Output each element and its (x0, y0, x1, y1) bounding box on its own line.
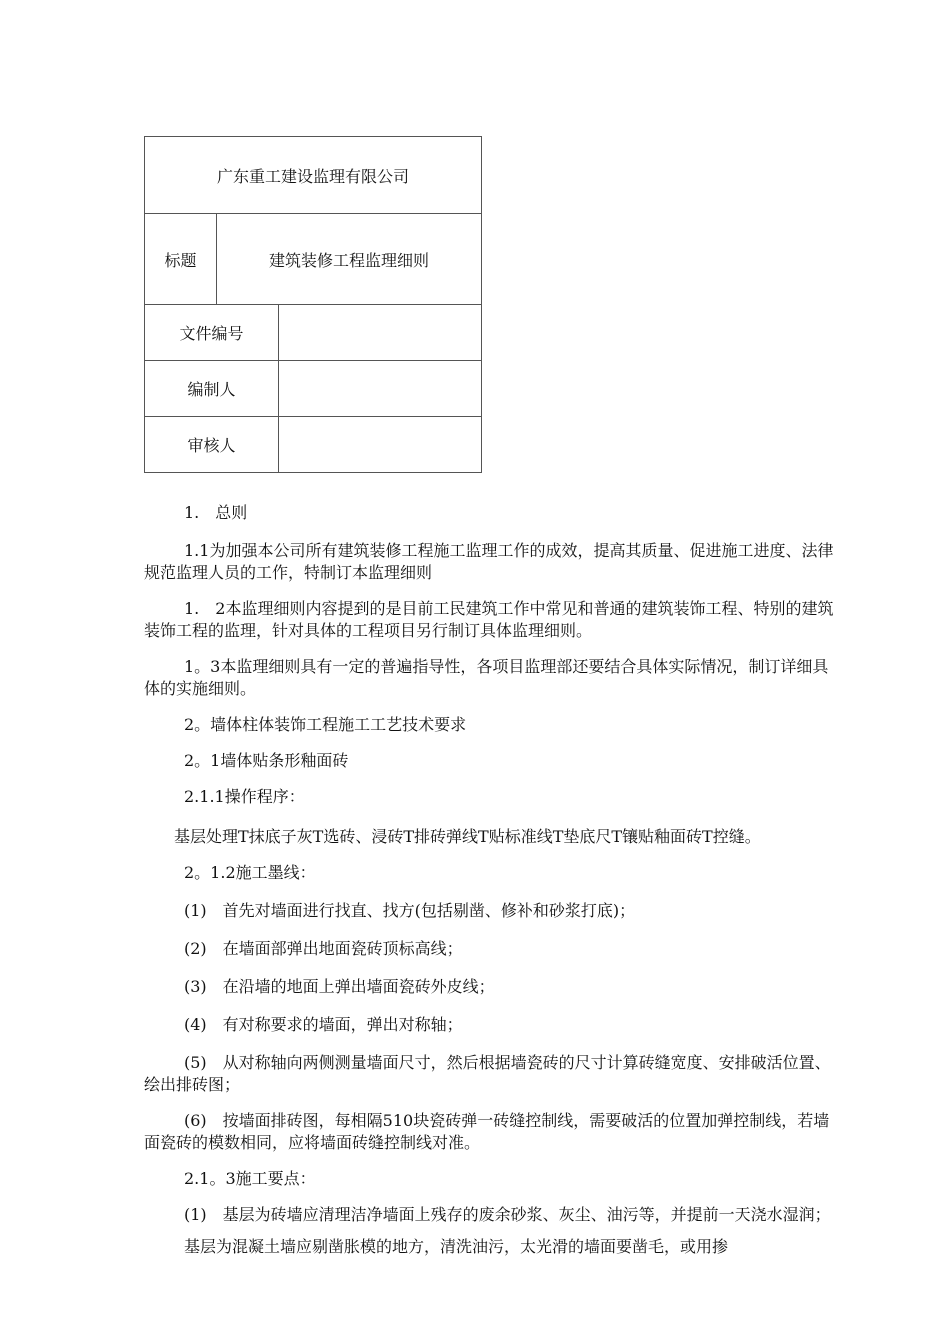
section-heading: 1. 总则 (184, 503, 248, 522)
title-label: 标题 (145, 214, 217, 305)
title-value: 建筑装修工程监理细则 (217, 214, 482, 305)
subsection-heading: 2.1。3施工要点： (184, 1169, 316, 1188)
author-label: 编制人 (145, 361, 279, 417)
reviewer-label: 审核人 (145, 417, 279, 473)
list-item: (6) 按墙面排砖图，每相隔510块瓷砖弹一砖缝控制线，需要破活的位置加弹控制线，若墙面瓷砖的模数相同，应将墙面砖缝控制线对准。 (144, 1111, 830, 1152)
paragraph: 1. 2本监理细则内容提到的是目前工民建筑工作中常见和普通的建筑装饰工程、特别的建筑装饰工程的监理，针对具体的工程项目另行制订具体监理细则。 (144, 599, 834, 640)
company-name: 广东重工建设监理有限公司 (145, 137, 482, 214)
subsection-heading: 2。1.2施工墨线： (184, 863, 316, 882)
subsection-heading: 2。1墙体贴条形釉面砖 (184, 751, 349, 770)
paragraph: 1。3本监理细则具有一定的普遍指导性，各项目监理部还要结合具体实际情况，制订详细具体的实施细则。 (144, 657, 829, 698)
subsection-heading: 2.1.1操作程序： (184, 787, 305, 806)
list-item: (1) 基层为砖墙应清理洁净墙面上残存的废余砂浆、灰尘、油污等，并提前一天浇水湿润； (184, 1205, 831, 1224)
list-item: (3) 在沿墙的地面上弹出墙面瓷砖外皮线； (184, 977, 495, 996)
list-item: (1) 首先对墙面进行找直、找方(包括剔凿、修补和砂浆打底)； (184, 901, 636, 920)
paragraph: 基层处理T抹底子灰T选砖、浸砖T排砖弹线T贴标准线T垫底尺T镶贴釉面砖T控缝。 (174, 827, 761, 846)
paragraph: 1.1为加强本公司所有建筑装修工程施工监理工作的成效，提高其质量、促进施工进度、法律规范监理人员的工作，特制订本监理细则 (144, 541, 834, 582)
document-body (144, 502, 844, 1258)
author-value (279, 361, 482, 417)
doc-number-value (279, 305, 482, 361)
doc-number-label: 文件编号 (145, 305, 279, 361)
list-item: (5) 从对称轴向两侧测量墙面尺寸，然后根据墙瓷砖的尺寸计算砖缝宽度、安排破活位置、绘出排砖图； (144, 1053, 831, 1094)
list-item: (4) 有对称要求的墙面，弹出对称轴； (184, 1015, 463, 1034)
paragraph: 基层为混凝土墙应剔凿胀模的地方，清洗油污，太光滑的墙面要凿毛，或用掺 (184, 1237, 729, 1256)
reviewer-value (279, 417, 482, 473)
section-heading: 2。墙体柱体装饰工程施工工艺技术要求 (184, 715, 467, 734)
document-info-table (144, 136, 482, 473)
list-item: (2) 在墙面部弹出地面瓷砖顶标高线； (184, 939, 463, 958)
